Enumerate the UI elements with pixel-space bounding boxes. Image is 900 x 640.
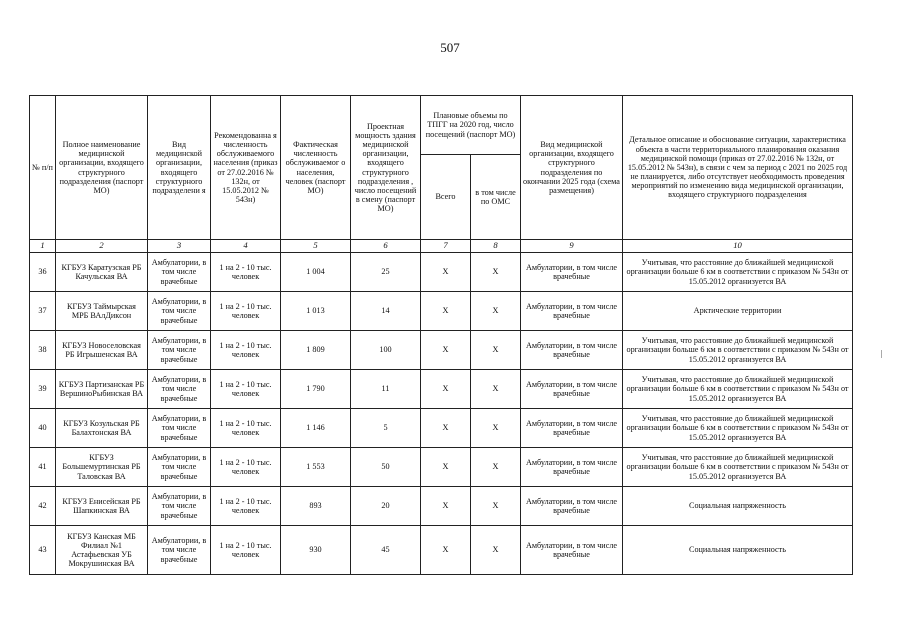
organization-name: КГБУЗ Партизанская РБ ВершиноРыбинская ВА bbox=[56, 370, 148, 409]
page-number: 507 bbox=[440, 40, 460, 55]
table-row bbox=[30, 370, 853, 409]
design-capacity: 50 bbox=[351, 448, 421, 487]
header-planned-volumes: Плановые объемы по ТПГГ на 2020 год, число посещений (паспорт МО) bbox=[421, 96, 521, 155]
design-capacity: 45 bbox=[351, 526, 421, 575]
organization-name: КГБУЗ Козульская РБ Балахтонская ВА bbox=[56, 409, 148, 448]
row-number: 36 bbox=[30, 253, 56, 292]
header-description: Детальное описание и обоснование ситуации, характеристика объекта в части территориального планирования оказания медицинской помощи (приказ от 27.02.2016 № 132н, от 15.05.2012 № 543н), в связи с чем за период с 2021 по 2025 год не планируется, либо отсутствует необходимость проведения мероприятий по изменению вида медицинской организации, входящего структурного подразделения bbox=[623, 96, 853, 240]
future-type: Амбулатории, в том числе врачебные bbox=[521, 331, 623, 370]
design-capacity: 14 bbox=[351, 292, 421, 331]
header-number: № п/п bbox=[30, 96, 56, 240]
description: Социальная напряженность bbox=[623, 526, 853, 575]
organization-name: КГБУЗ Большемуртинская РБ Таловская ВА bbox=[56, 448, 148, 487]
header-organization-type: Вид медицинской организации, входящего структурного подразделени я bbox=[148, 96, 211, 240]
organization-name: КГБУЗ Новоселовская РБ Игрышенская ВА bbox=[56, 331, 148, 370]
organization-name: КГБУЗ Канская МБ Филиал №1 Астафьевская УБ Мокрушинская ВА bbox=[56, 526, 148, 575]
actual-population: 1 553 bbox=[281, 448, 351, 487]
design-capacity: 11 bbox=[351, 370, 421, 409]
planned-oms: Х bbox=[471, 292, 521, 331]
future-type: Амбулатории, в том числе врачебные bbox=[521, 487, 623, 526]
header-future-type: Вид медицинской организации, входящего структурного подразделения по окончании 2025 года (схема размещения) bbox=[521, 96, 623, 240]
organization-type: Амбулатории, в том числе врачебные bbox=[148, 292, 211, 331]
actual-population: 1 013 bbox=[281, 292, 351, 331]
actual-population: 1 790 bbox=[281, 370, 351, 409]
row-number: 40 bbox=[30, 409, 56, 448]
header-recommended-population: Рекомендованна я численность обслуживаемого населения (приказ от 27.02.2016 № 132н, от 15.05.2012 № 543н) bbox=[211, 96, 281, 240]
header-design-capacity: Проектная мощность здания медицинской организации, входящего структурного подразделения , число посещений в смену (паспорт МО) bbox=[351, 96, 421, 240]
actual-population: 1 809 bbox=[281, 331, 351, 370]
column-number: 10 bbox=[623, 240, 853, 253]
planned-total: Х bbox=[421, 409, 471, 448]
medical-organizations-table bbox=[29, 95, 853, 575]
planned-oms: Х bbox=[471, 487, 521, 526]
column-number: 6 bbox=[351, 240, 421, 253]
organization-type: Амбулатории, в том числе врачебные bbox=[148, 409, 211, 448]
future-type: Амбулатории, в том числе врачебные bbox=[521, 526, 623, 575]
row-number: 42 bbox=[30, 487, 56, 526]
table-row bbox=[30, 487, 853, 526]
recommended-population: 1 на 2 - 10 тыс. человек bbox=[211, 448, 281, 487]
description: Учитывая, что расстояние до ближайшей медицинской организации больше 6 км в соответствии с приказом № 543н от 15.05.2012 организуется ВА bbox=[623, 253, 853, 292]
table-row bbox=[30, 253, 853, 292]
actual-population: 1 004 bbox=[281, 253, 351, 292]
column-number: 1 bbox=[30, 240, 56, 253]
table-row bbox=[30, 409, 853, 448]
description: Учитывая, что расстояние до ближайшей медицинской организации больше 6 км в соответствии с приказом № 543н от 15.05.2012 организуется ВА bbox=[623, 370, 853, 409]
description: Учитывая, что расстояние до ближайшей медицинской организации больше 6 км в соответствии с приказом № 543н от 15.05.2012 организуется ВА bbox=[623, 448, 853, 487]
header-actual-population: Фактическая численность обслуживаемог о населения, человек (паспорт МО) bbox=[281, 96, 351, 240]
row-number: 41 bbox=[30, 448, 56, 487]
design-capacity: 5 bbox=[351, 409, 421, 448]
design-capacity: 100 bbox=[351, 331, 421, 370]
planned-oms: Х bbox=[471, 526, 521, 575]
table-row bbox=[30, 448, 853, 487]
recommended-population: 1 на 2 - 10 тыс. человек bbox=[211, 253, 281, 292]
recommended-population: 1 на 2 - 10 тыс. человек bbox=[211, 370, 281, 409]
planned-oms: Х bbox=[471, 370, 521, 409]
description: Социальная напряженность bbox=[623, 487, 853, 526]
recommended-population: 1 на 2 - 10 тыс. человек bbox=[211, 409, 281, 448]
organization-type: Амбулатории, в том числе врачебные bbox=[148, 448, 211, 487]
future-type: Амбулатории, в том числе врачебные bbox=[521, 409, 623, 448]
row-number: 39 bbox=[30, 370, 56, 409]
planned-total: Х bbox=[421, 292, 471, 331]
future-type: Амбулатории, в том числе врачебные bbox=[521, 370, 623, 409]
future-type: Амбулатории, в том числе врачебные bbox=[521, 448, 623, 487]
description: Арктические территории bbox=[623, 292, 853, 331]
column-number: 8 bbox=[471, 240, 521, 253]
organization-name: КГБУЗ Енисейская РБ Шапкинская ВА bbox=[56, 487, 148, 526]
table-row bbox=[30, 526, 853, 575]
actual-population: 930 bbox=[281, 526, 351, 575]
column-number: 7 bbox=[421, 240, 471, 253]
description: Учитывая, что расстояние до ближайшей медицинской организации больше 6 км в соответствии с приказом № 543н от 15.05.2012 организуется ВА bbox=[623, 409, 853, 448]
organization-type: Амбулатории, в том числе врачебные bbox=[148, 253, 211, 292]
description: Учитывая, что расстояние до ближайшей медицинской организации больше 6 км в соответствии с приказом № 543н от 15.05.2012 организуется ВА bbox=[623, 331, 853, 370]
planned-total: Х bbox=[421, 487, 471, 526]
row-number: 43 bbox=[30, 526, 56, 575]
actual-population: 1 146 bbox=[281, 409, 351, 448]
planned-oms: Х bbox=[471, 448, 521, 487]
column-number-row bbox=[30, 240, 853, 253]
header-organization-name: Полное наименование медицинской организации, входящего структурного подразделения (паспорт МО) bbox=[56, 96, 148, 240]
planned-total: Х bbox=[421, 370, 471, 409]
recommended-population: 1 на 2 - 10 тыс. человек bbox=[211, 526, 281, 575]
organization-type: Амбулатории, в том числе врачебные bbox=[148, 526, 211, 575]
recommended-population: 1 на 2 - 10 тыс. человек bbox=[211, 292, 281, 331]
column-number: 4 bbox=[211, 240, 281, 253]
organization-type: Амбулатории, в том числе врачебные bbox=[148, 331, 211, 370]
design-capacity: 25 bbox=[351, 253, 421, 292]
header-total: Всего bbox=[421, 155, 471, 240]
table-row bbox=[30, 331, 853, 370]
row-number: 38 bbox=[30, 331, 56, 370]
column-number: 3 bbox=[148, 240, 211, 253]
organization-type: Амбулатории, в том числе врачебные bbox=[148, 487, 211, 526]
planned-oms: Х bbox=[471, 253, 521, 292]
planned-oms: Х bbox=[471, 409, 521, 448]
actual-population: 893 bbox=[281, 487, 351, 526]
future-type: Амбулатории, в том числе врачебные bbox=[521, 253, 623, 292]
planned-oms: Х bbox=[471, 331, 521, 370]
organization-type: Амбулатории, в том числе врачебные bbox=[148, 370, 211, 409]
planned-total: Х bbox=[421, 448, 471, 487]
planned-total: Х bbox=[421, 526, 471, 575]
future-type: Амбулатории, в том числе врачебные bbox=[521, 292, 623, 331]
organization-name: КГБУЗ Таймырская МРБ ВАлДиксон bbox=[56, 292, 148, 331]
planned-total: Х bbox=[421, 253, 471, 292]
organization-name: КГБУЗ Каратузская РБ Качульская ВА bbox=[56, 253, 148, 292]
row-number: 37 bbox=[30, 292, 56, 331]
column-number: 2 bbox=[56, 240, 148, 253]
column-number: 5 bbox=[281, 240, 351, 253]
recommended-population: 1 на 2 - 10 тыс. человек bbox=[211, 487, 281, 526]
scan-mark bbox=[881, 350, 882, 358]
design-capacity: 20 bbox=[351, 487, 421, 526]
recommended-population: 1 на 2 - 10 тыс. человек bbox=[211, 331, 281, 370]
planned-total: Х bbox=[421, 331, 471, 370]
header-oms: в том числе по ОМС bbox=[471, 155, 521, 240]
column-number: 9 bbox=[521, 240, 623, 253]
table-row bbox=[30, 292, 853, 331]
